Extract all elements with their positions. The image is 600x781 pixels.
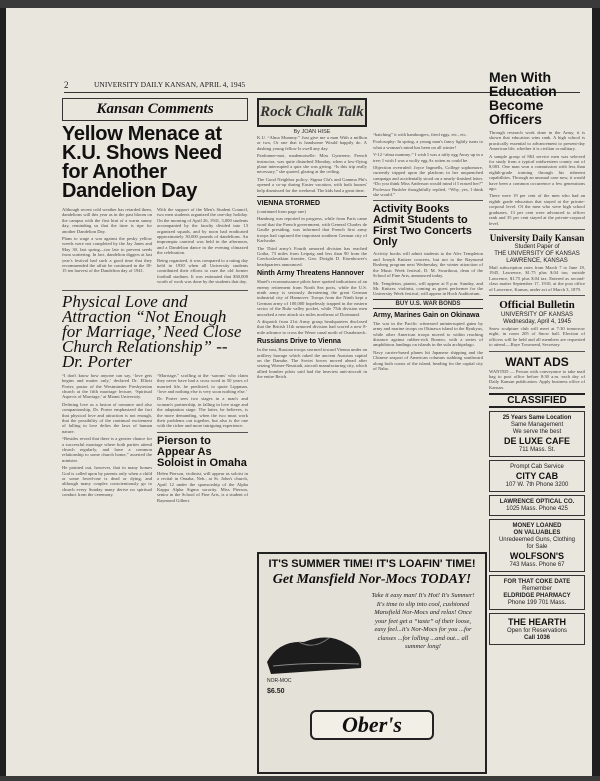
vienna-paragraph: A dispatch from 21st Army group headquarters disclosed that the British 11th armored division had scored a new 8-mile advance to cross the Weser canal north of Osnabrueck. <box>257 318 367 335</box>
ad-line-mansfield: Get Mansfield Nor-Mocs TODAY! <box>272 572 472 587</box>
want-ads-title: WANT ADS <box>505 354 569 369</box>
kansan-body-columns <box>62 207 248 287</box>
classified-ad-eldridge <box>489 575 585 610</box>
okinawa-paragraph: The war in the Pacific witnessed uninterrupted gains by army and marine troops on Okinawa island in the Ryukyus, while other American troops moved to within reaching distance against rubber-rich Borneo, with a series of amphibious landings on islands in the sulu archipelago. <box>373 320 483 348</box>
rock-paragraph: “batching” it with hamburgers, fried eggs, etc., etc. <box>373 132 467 137</box>
divider <box>489 295 585 296</box>
ad-line: FOR THAT COKE DATE <box>503 579 571 586</box>
kansan-paragraph: Plans to wage a war against the pesky yellow weeds were not completed by the Jay Janes and May 30, last spring—too late to prevent seeds from scattering. In fact, dandelion diggers at last year's festival had such a good time that they recommended the affair be continued in the 18-15 ten harvest of the Dandelion day of 1941. <box>62 236 152 274</box>
ad-price: $6.50 <box>267 688 285 695</box>
physical-paragraph: “Marriage,” scoffing at the ‘saroms’ who claim they never have had a cross word in 50 years of married life, he predicted, to quote Lippman, ‘love and nothing else is very soon nothing else.’ <box>157 372 248 394</box>
divider <box>157 432 248 433</box>
men-paragraph: A sample group of 863 service men was selected for study from a typical midwestern county out of 8,003. One man won a commission with less than eighth-grade training through his inherent capabilities. Through an unusual case now, it would have been a common occurrence a few generations ago. <box>489 153 585 192</box>
rock-paragraph: The Good Neighbor policy: Sigma Chi's and Gamma Phi's opened a co-op during Easter vacation, with both houses' help dismissed for the weekend. The kids had a great time. <box>257 176 367 193</box>
physical-paragraph: “Besides reveal that there is a greater chance for a successful marriage where both parties attend church regularly, and have a common relationship to some church home,” asserted the minister. <box>62 436 152 463</box>
ad-line: ON VALUABLES <box>513 530 561 537</box>
men-paragraph: There were 19 per cent of the men who had an eighth grade education that stayed at the private-corporal level. Of the men who were high school graduates, 13 per cent were advanced to officer rank and 35 per cent stayed at the private-corporal level. <box>489 193 585 226</box>
column-activity <box>373 132 483 550</box>
classified-ad-city-cab <box>489 460 585 492</box>
physical-paragraph: Defining love as a fusion of romance and also companionship, Dr. Porter emphasized the fact that physical love and attraction is not enough, that the possibility of the continual excitement of falling in love defies the laws of human nature. <box>62 401 152 434</box>
ad-line: 711 Mass. St. <box>518 447 556 454</box>
kansan-comments-label: Kansan Comments <box>62 98 248 121</box>
udk-sub: LAWRENCE, KANSAS <box>506 257 568 264</box>
udk-rates: Mail subscription rates from March 7 to June 18, 1945, Lawrence, $1.75 plus $.04 tax; outside Lawrence, $1.75 plus $.04 tax. Entered as second-class matter September 17, 1910, at the post office of Lawrence, Kansas, under act of March 3, 1879. <box>489 264 585 292</box>
ad-line: MONEY LOANED <box>512 523 562 530</box>
ad-line-summer: IT'S SUMMER TIME! IT'S LOAFIN' TIME! <box>268 558 476 570</box>
ad-line: 1025 Mass. Phone 425 <box>506 506 568 513</box>
divider <box>257 196 367 197</box>
rock-paragraph: Objection overruled: Joyce Ingmells, College sophomore, currently tripped upon the platform in her unquenched campaign and accidentally stood on a nearly-finished letter. “Do you think Miss Anderson would mind if I erased her?” Professor Bushfer thoughtfully replied, “Why, yes, I think she would.” <box>373 165 483 198</box>
physical-paragraph: “I don't know how anyone can say, ‘love gets begins and matter only,’ declared Dr. Elliott Porter, pastor of the Westminster Presbyterian church at the fifth marriage lecture, ‘Spiritual Aspects of Marriage,’ at Miami University. <box>62 372 152 400</box>
rock-paragraph: Pardonner-moi, mademoiselle: Miss Gynerene, French instructor, was quite disturbed Monday, when a low-flying plane interrupted a quiz she was giving. “Is this trip really necessary,” she quoted, glaring at the ceiling. <box>257 153 367 175</box>
bulletin-sub: UNIVERSITY OF KANSAS <box>501 311 573 318</box>
rock-byline: By JOAN HISE <box>293 129 331 135</box>
men-paragraph: Through research work done in the Army, it is shown that education wins rank. A high school is practically essential to advancement to present-day American life, whether it is civilian or military. <box>489 130 585 152</box>
want-ads-paragraph: WANTED — Person with conveyance to take mail bag to post office before 8:30 a.m. each day of Daily Kansan publication. Apply business office of Kansan. <box>489 368 585 390</box>
kansan-paragraph: With the support of the Men's Student Council, two men students organized the one-day holiday. On the morning of April 26, 1941, 3,000 students accompanied by the faculty divided into 13 organized squads, and by noon had eradicated approximately 30,000 pounds of dandelions. An impromptu carnival was held in the afternoon, and a Dandelion dance in the evening climaxed the celebration. <box>157 207 248 256</box>
classified-ad-wolfsons <box>489 519 585 572</box>
folio-paper-date: UNIVERSITY DAILY KANSAN, APRIL 4, 1945 <box>94 80 246 89</box>
vienna-paragraph: The Third army's Fourth armored division has reached Gotha, 73 miles from Leipzig and less than 90 from the Czechoslovakian frontier, Gen. Dwight D. Eisenhower's headquarters announced. <box>257 245 367 267</box>
rock-paragraph: Foolosophy: In spring, a young man's fancy lightly turns to what a woman's mind has been on all winter! <box>373 139 483 150</box>
ad-line: 25 Years Same Location <box>502 415 572 422</box>
ad-caption: NOR-MOC <box>267 678 292 684</box>
mansfield-nor-mocs-ad <box>257 552 487 774</box>
bulletin-paragraph: Snow sculpture club will meet at 7:30 tomorrow night, in room 205 of Snow hall. Election of officers will be held and all members are requested to attend.—Raye Townsend, Secretary. <box>489 325 585 348</box>
ad-line: 743 Mass. Phone 67 <box>509 562 565 569</box>
ad-line: Remember <box>522 586 552 593</box>
ad-line: CITY CAB <box>515 471 559 482</box>
ad-line: ELDRIDGE PHARMACY <box>503 593 571 600</box>
classified-ad-hearth <box>489 613 585 645</box>
vienna-paragraph: In the east, Russian troops stormed toward Vienna under an artillery barrage which raked the ancient Austrian capital on the Danube. The Soviet forces moved ahead after seizing Wiener-Neustadt, aircraft manufacturing city, which allied bomber pilots said had the heaviest anti-aircraft in the entire Reich. <box>257 347 367 380</box>
men-education-headline: Men With Education Become Officers <box>489 70 557 127</box>
page-number: 2 <box>64 80 69 90</box>
pierson-paragraph: Helen Pierson, violinist, will appear as soloist in a recital in Omaha, Neb., at St. John's church, April 12 under the sponsorship of the Alpha Kappa Alpha Sigma sorority. Miss Pierson, senior in the School of Fine Arts, is a student of Raymond Gilbert. <box>157 470 248 503</box>
classified-title: CLASSIFIED <box>489 393 585 408</box>
classified-ad-optical <box>489 495 585 516</box>
physical-love-headline: Physical Love and Attraction “Not Enough for Marriage,’ Need Close Church Relationship” --Dr. Porter <box>62 291 242 371</box>
ad-line: Unredeemed Guns, Clothing <box>498 537 576 544</box>
rock-paragraph: V-12 “alma mammy:” I wish I was a nifty egg Away up in a tree; I wish I was a wolfy egg As rotten as could be. <box>373 152 483 163</box>
ninth-army-subhead: Ninth Army Threatens Hannover <box>257 270 365 278</box>
column-rock-chalk <box>257 98 367 550</box>
okinawa-paragraph: Navy carrier-based planes hit Japanese shipping and the Chinese seaport of American columns stabbing southward along both coasts of the island, heading for the capital city of Naha. <box>373 349 483 371</box>
okinawa-subhead: Army, Marines Gain on Okinawa <box>373 311 480 319</box>
yellow-menace-headline: Yellow Menace at K.U. Shows Need for Another Dandelion Day <box>62 123 222 202</box>
vienna-headline: VIENNA STORMED <box>257 200 321 208</box>
kansan-paragraph: Although recent cold weather has retarded them, dandelions will this year as in the past bloom on the campus with the first hint of a warm sunny day, reminding us that the time is ripe for another Dandelion Day. <box>62 207 152 234</box>
ad-line: Same Management <box>510 422 564 429</box>
rock-chalk-talk-title: Rock Chalk Talk <box>257 98 367 127</box>
ad-line: WOLFSON'S <box>509 551 565 562</box>
classified-ad-deluxe-cafe <box>489 411 585 457</box>
russians-subhead: Russians Drive to Vienna <box>257 338 341 346</box>
physical-paragraph: He pointed out, however, that in many homes God is called upon by parents only when a child or some loved-one is dead or dying, and although many couples conscientiously go to church every Sunday many derive no spiritual conduct from the ceremony. <box>62 465 152 498</box>
ad-line: Call 1036 <box>523 635 551 642</box>
ad-line: Open for Reservations <box>506 628 568 635</box>
bulletin-date: Wednesday, April 4, 1945 <box>503 318 571 325</box>
ad-line: THE HEARTH <box>508 617 566 628</box>
divider <box>489 351 585 352</box>
activity-paragraph: Activity books will admit students to the Alec Templeton and Joseph Knitzer concerts, but not to the Raymond Rosberg program next Wednesday, the winter attraction of the Music Week festival, D. M. Swarthout, dean of the School of Fine Arts, announced today. <box>373 251 483 279</box>
divider <box>489 229 585 230</box>
physical-paragraph: Dr. Porter sees two stages in a man's and woman's partnership, in falling in love stage and the adaptation stage. The latter, he believes, is the more demanding, when the two must work their problems out together, but also is the one with the richer and more intriguing experience. <box>157 396 248 429</box>
activity-headline: Activity Books Admit Students to First Two Concerts Only <box>373 203 472 249</box>
pierson-headline: Pierson to Appear As Soloist in Omaha <box>157 434 247 469</box>
ad-line: 107 W. 7th Phone 3200 <box>505 482 569 489</box>
ad-copy: Take it easy man! It's Hot! It's Summer! It's time to slip into cool, cushioned Mansfield Nor-Mocs and relax! Once your feet get a “taste” of their loose, easy feel...it's Nor-Mocs for you ...for classes ...for lolling ...and out... all summer long! <box>371 592 475 650</box>
obers-logo: Ober's <box>310 710 434 740</box>
ad-illustration <box>259 592 369 702</box>
newspaper-page <box>6 8 592 776</box>
divider <box>373 200 483 201</box>
ad-line: Prompt Cab Service <box>510 464 564 471</box>
column-kansan-comments <box>62 98 248 768</box>
activity-paragraph: Mr. Templeton, pianist, will appear at 8 p.m. Sunday, and Mr. Knitzer, violinist, coming as guest performer for the University Week festival, will appear in Hoch Auditorium. <box>373 280 483 297</box>
kansan-paragraph: Being organized, it was compared to a rating day held in 1930 when all University students contributed their efforts to raze the old former football stadium. It was estimated that $30,000 worth of work was done by the students that day. <box>157 257 248 285</box>
right-binding-edge <box>592 8 600 776</box>
shoe-illustration-icon <box>259 592 369 702</box>
udk-sub: Student Paper of <box>514 243 560 250</box>
udk-title: University Daily Kansan <box>489 232 585 243</box>
divider <box>62 290 248 291</box>
ad-line: DE LUXE CAFE <box>503 436 570 447</box>
vienna-continued: (continued from page one) <box>257 209 306 215</box>
ad-line: We serve the best <box>512 429 562 436</box>
rock-paragraph: K.U. “Alma Mummy:” Just give me a man With a million or two, Or one that is handsome Would happily do. A dashing young fellow Is swell any day. <box>257 135 367 151</box>
vienna-paragraph: Hamburg was reported in progress, while from Paris came word that the French government, with General Charles de Gaulle presiding, was informed that French first army troops had captured the important southern German city of Karlsruhe. <box>257 216 367 244</box>
udk-sub: THE UNIVERSITY OF KANSAS <box>494 250 580 257</box>
bulletin-title: Official Bulletin <box>499 298 575 311</box>
column-right <box>489 70 585 770</box>
ad-line: Phone 199 701 Mass. <box>507 600 567 607</box>
vienna-paragraph: Shaef's reconnaissance pilots have spotted indications of an enemy retirement from North Sea ports, while the U.S. ninth army is seriously threatening the great German industrial city of Hannover. Troops from the Ninth kept a German army of 100,000 hopelessly trapped in the eastern sector of the Ruhr valley pocket, while 75th division men uncorked a new attack six miles northeast of Dortmund. <box>257 279 367 317</box>
physical-body-columns <box>62 373 248 506</box>
ad-line: for Sale <box>526 544 548 551</box>
ad-line: LAWRENCE OPTICAL CO. <box>499 499 575 506</box>
war-bonds-banner: BUY U.S. WAR BONDS <box>373 299 483 309</box>
